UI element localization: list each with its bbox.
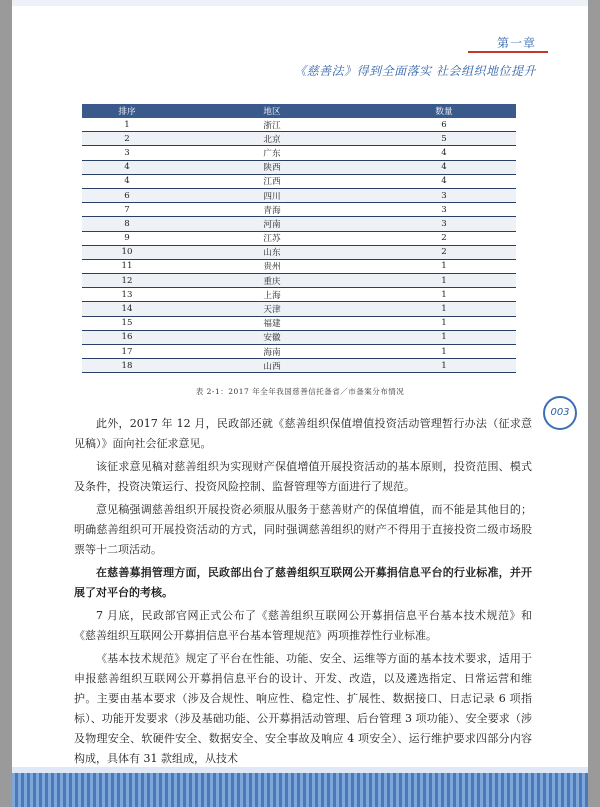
header-rule (468, 51, 548, 53)
table-header-row (82, 104, 516, 118)
cell-count: 2 (372, 245, 516, 259)
table-row (82, 330, 516, 344)
cell-rank: 10 (82, 245, 172, 259)
cell-rank: 16 (82, 330, 172, 344)
footer-band (12, 767, 588, 807)
cell-region: 江苏 (172, 231, 372, 245)
top-edge (12, 0, 588, 6)
paragraph: 该征求意见稿对慈善组织为实现财产保值增值开展投资活动的基本原则，投资范围、模式及条件，投资决策运行、投资风险控制、监督管理等方面进行了规范。 (74, 460, 532, 493)
cell-region: 福建 (172, 316, 372, 330)
cell-region: 上海 (172, 288, 372, 302)
cell-rank: 3 (82, 146, 172, 160)
table-row (82, 316, 516, 330)
page-number: 003 (543, 396, 577, 430)
cell-count: 1 (372, 345, 516, 359)
cell-region: 青海 (172, 203, 372, 217)
cell-region: 河南 (172, 217, 372, 231)
table-row (82, 302, 516, 316)
cell-count: 1 (372, 288, 516, 302)
cell-region: 四川 (172, 188, 372, 202)
table-row (82, 203, 516, 217)
cell-rank: 12 (82, 274, 172, 288)
cell-region: 重庆 (172, 274, 372, 288)
table-row (82, 188, 516, 202)
cell-count: 6 (372, 118, 516, 132)
cell-count: 1 (372, 316, 516, 330)
cell-rank: 7 (82, 203, 172, 217)
cell-region: 浙江 (172, 118, 372, 132)
table-row (82, 345, 516, 359)
table-row (82, 245, 516, 259)
paragraph: 《基本技术规范》规定了平台在性能、功能、安全、运维等方面的基本技术要求，适用于申报慈善组织互联网公开募捐信息平台的设计、开发、改造，以及遴选指定、日常运营和维护。主要由基本要求（涉及合规性、响应性、稳定性、扩展性、数据接口、日志记录 6 项指标）、功能开发要求（涉及基础功能、公开募捐活动管理、后台管理 3 项功能）、安全要求（涉及物理安全、软硬件安全、数据安全、安全事故及响应 4 项安全）、运行维护要求四部分内容构成，具体有 31 款组成，从技术 (74, 652, 532, 765)
region-table (82, 104, 516, 373)
cell-count: 2 (372, 231, 516, 245)
cell-count: 4 (372, 146, 516, 160)
cell-count: 5 (372, 132, 516, 146)
cell-region: 安徽 (172, 330, 372, 344)
table-caption: 表 2-1：2017 年全年我国慈善信托备省／市备案分布情况 (195, 387, 405, 396)
table-row (82, 231, 516, 245)
cell-rank: 6 (82, 188, 172, 202)
cell-rank: 4 (82, 174, 172, 188)
cell-region: 山西 (172, 359, 372, 373)
table-row (82, 359, 516, 373)
cell-count: 1 (372, 330, 516, 344)
cell-rank: 2 (82, 132, 172, 146)
paragraph: 在慈善募捐管理方面，民政部出台了慈善组织互联网公开募捐信息平台的行业标准，并开展了对平台的考核。 (74, 566, 532, 599)
cell-region: 贵州 (172, 259, 372, 273)
body-text (74, 414, 532, 772)
cell-count: 1 (372, 259, 516, 273)
table-row (82, 174, 516, 188)
cell-region: 广东 (172, 146, 372, 160)
table-row (82, 132, 516, 146)
table-row (82, 217, 516, 231)
cell-region: 山东 (172, 245, 372, 259)
paragraph: 此外，2017 年 12 月，民政部还就《慈善组织保值增值投资活动管理暂行办法（征求意见稿）》面向社会征求意见。 (74, 417, 532, 450)
cell-region: 江西 (172, 174, 372, 188)
cell-rank: 11 (82, 259, 172, 273)
table-row (82, 288, 516, 302)
col-header-rank: 排序 (82, 104, 172, 118)
cell-rank: 18 (82, 359, 172, 373)
table-row (82, 160, 516, 174)
cell-count: 3 (372, 188, 516, 202)
table-row (82, 259, 516, 273)
cell-rank: 14 (82, 302, 172, 316)
running-header: 《慈善法》得到全面落实 社会组织地位提升 (294, 64, 536, 78)
cell-rank: 9 (82, 231, 172, 245)
paragraph: 意见稿强调慈善组织开展投资必须服从服务于慈善财产的保值增值，而不能是其他目的；明确慈善组织可开展投资活动的方式，同时强调慈善组织的财产不得用于直接投资二级市场股票等十二项活动。 (74, 503, 532, 556)
cell-rank: 15 (82, 316, 172, 330)
paragraph: 7 月底，民政部官网正式公布了《慈善组织互联网公开募捐信息平台基本技术规范》和《慈善组织互联网公开募捐信息平台基本管理规范》两项推荐性行业标准。 (74, 609, 532, 642)
cell-region: 陕西 (172, 160, 372, 174)
cell-count: 1 (372, 302, 516, 316)
cell-region: 天津 (172, 302, 372, 316)
chapter-label: 第一章 (496, 36, 536, 50)
table-row (82, 146, 516, 160)
cell-count: 4 (372, 160, 516, 174)
cell-count: 4 (372, 174, 516, 188)
cell-region: 海南 (172, 345, 372, 359)
table-row (82, 274, 516, 288)
table-row (82, 118, 516, 132)
cell-rank: 17 (82, 345, 172, 359)
cell-region: 北京 (172, 132, 372, 146)
cell-rank: 13 (82, 288, 172, 302)
cell-count: 3 (372, 203, 516, 217)
cell-rank: 4 (82, 160, 172, 174)
cell-count: 3 (372, 217, 516, 231)
cell-count: 1 (372, 274, 516, 288)
cell-count: 1 (372, 359, 516, 373)
col-header-region: 地区 (172, 104, 372, 118)
document-page (12, 0, 588, 807)
cell-rank: 8 (82, 217, 172, 231)
col-header-count: 数量 (372, 104, 516, 118)
cell-rank: 1 (82, 118, 172, 132)
